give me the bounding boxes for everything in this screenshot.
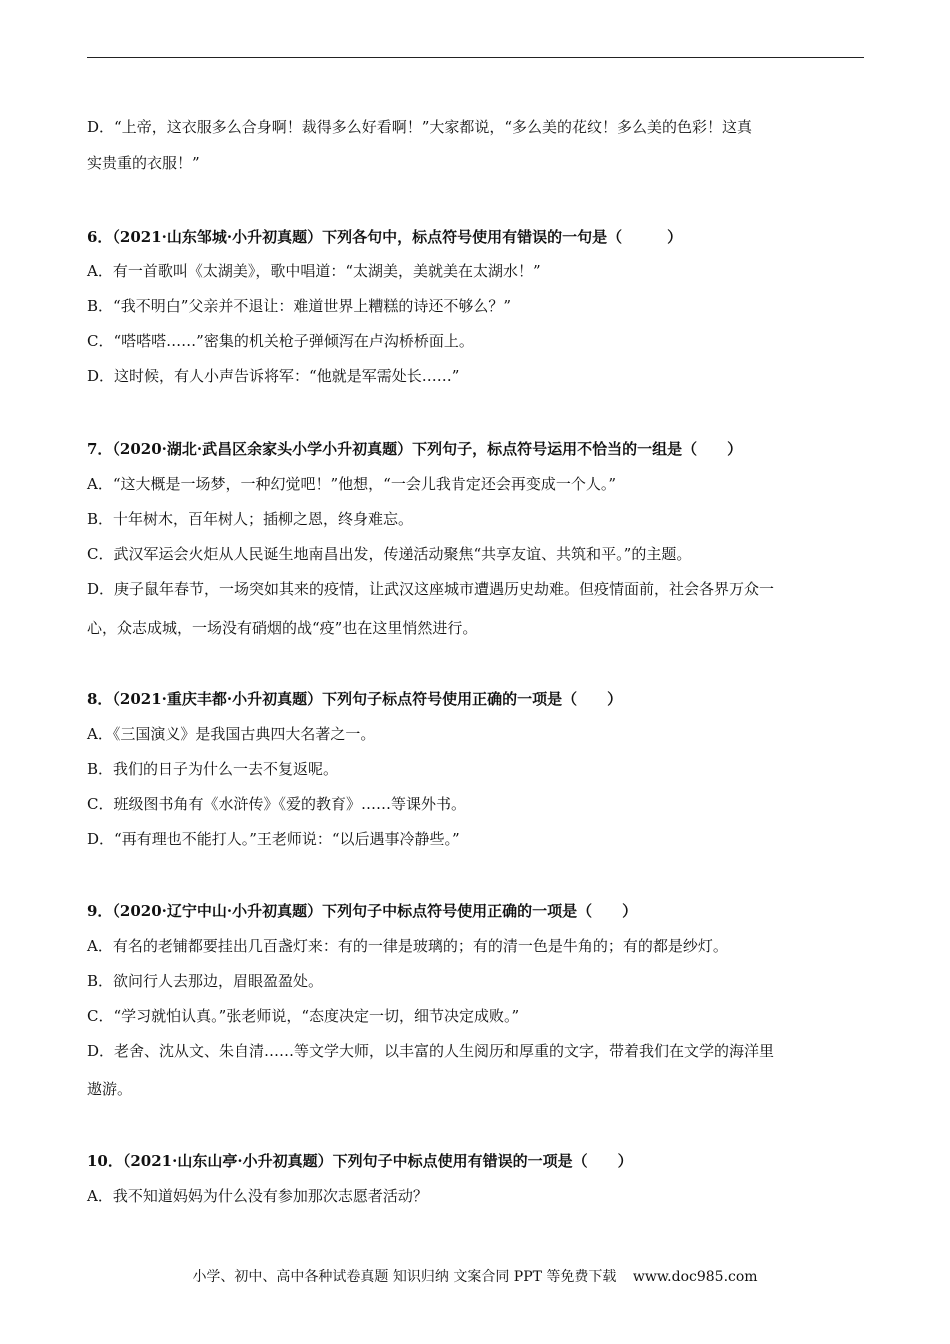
question-6-option-b: B．“我不明白”父亲并不退让：难道世界上糟糕的诗还不够么？” (87, 297, 512, 315)
question-6-option-c: C．“嗒嗒嗒……”密集的机关枪子弹倾泻在卢沟桥桥面上。 (87, 332, 474, 350)
question-9-option-a: A．有名的老铺都要挂出几百盏灯来：有的一律是玻璃的；有的清一色是牛角的；有的都是纱灯。 (87, 937, 728, 955)
question-7-option-a: A．“这大概是一场梦，一种幻觉吧！”他想，“一会儿我肯定还会再变成一个人。” (87, 475, 617, 493)
question-7-option-c: C．武汉军运会火炬从人民诞生地南昌出发，传递活动聚焦“共享友谊、共筑和平。”的主题。 (87, 545, 692, 563)
footer-link[interactable]: www.doc985.com (632, 1269, 758, 1285)
question-7-heading: 7．（2020·湖北·武昌区余家头小学小升初真题）下列句子，标点符号运用不恰当的一组是（ ） (87, 440, 743, 458)
page-footer (0, 1267, 950, 1287)
question-9-option-b: B．欲问行人去那边，眉眼盈盈处。 (87, 972, 324, 990)
question-8-option-d: D．“再有理也不能打人。”王老师说：“以后遇事冷静些。” (87, 830, 460, 848)
question-8-option-c: C．班级图书角有《水浒传》《爱的教育》……等课外书。 (87, 795, 466, 813)
footer-text: 小学、初中、高中各种试卷真题 知识归纳 文案合同 PPT 等免费下载 (192, 1269, 617, 1285)
question-6-option-a: A．有一首歌叫《太湖美》，歌中唱道：“太湖美，美就美在太湖水！” (87, 262, 541, 280)
prev-option-d-line2: 实贵重的衣服！” (87, 154, 200, 172)
question-7-option-d-line2: 心，众志成城，一场没有硝烟的战“疫”也在这里悄然进行。 (87, 619, 478, 637)
question-6-option-d: D．这时候，有人小声告诉将军：“他就是军需处长……” (87, 367, 460, 385)
question-6-heading: 6．（2021·山东邹城·小升初真题）下列各句中，标点符号使用有错误的一句是（ ） (87, 228, 683, 246)
question-9-option-c: C．“学习就怕认真。”张老师说，“态度决定一切，细节决定成败。” (87, 1007, 520, 1025)
prev-option-d-line1: D．“上帝，这衣服多么合身啊！裁得多么好看啊！”大家都说，“多么美的花纹！多么美的色彩！这真 (87, 118, 753, 136)
header-rule (87, 57, 864, 58)
question-8-heading: 8．（2021·重庆丰都·小升初真题）下列句子标点符号使用正确的一项是（ ） (87, 690, 623, 708)
question-9-option-d-line1: D．老舍、沈从文、朱自清……等文学大师，以丰富的人生阅历和厚重的文字，带着我们在文学的海洋里 (87, 1042, 775, 1060)
question-10-option-a: A．我不知道妈妈为什么没有参加那次志愿者活动？ (87, 1187, 428, 1205)
question-8-option-b: B．我们的日子为什么一去不复返呢。 (87, 760, 339, 778)
question-9-heading: 9．（2020·辽宁中山·小升初真题）下列句子中标点符号使用正确的一项是（ ） (87, 902, 638, 920)
question-7-option-d-line1: D．庚子鼠年春节，一场突如其来的疫情，让武汉这座城市遭遇历史劫难。但疫情面前，社会各界万众一 (87, 580, 775, 598)
question-10-heading: 10．（2021·山东山亭·小升初真题）下列句子中标点使用有错误的一项是（ ） (87, 1152, 633, 1170)
question-8-option-a: A．《三国演义》是我国古典四大名著之一。 (87, 725, 376, 743)
question-9-option-d-line2: 遨游。 (87, 1080, 133, 1098)
question-7-option-b: B．十年树木，百年树人；插柳之恩，终身难忘。 (87, 510, 414, 528)
